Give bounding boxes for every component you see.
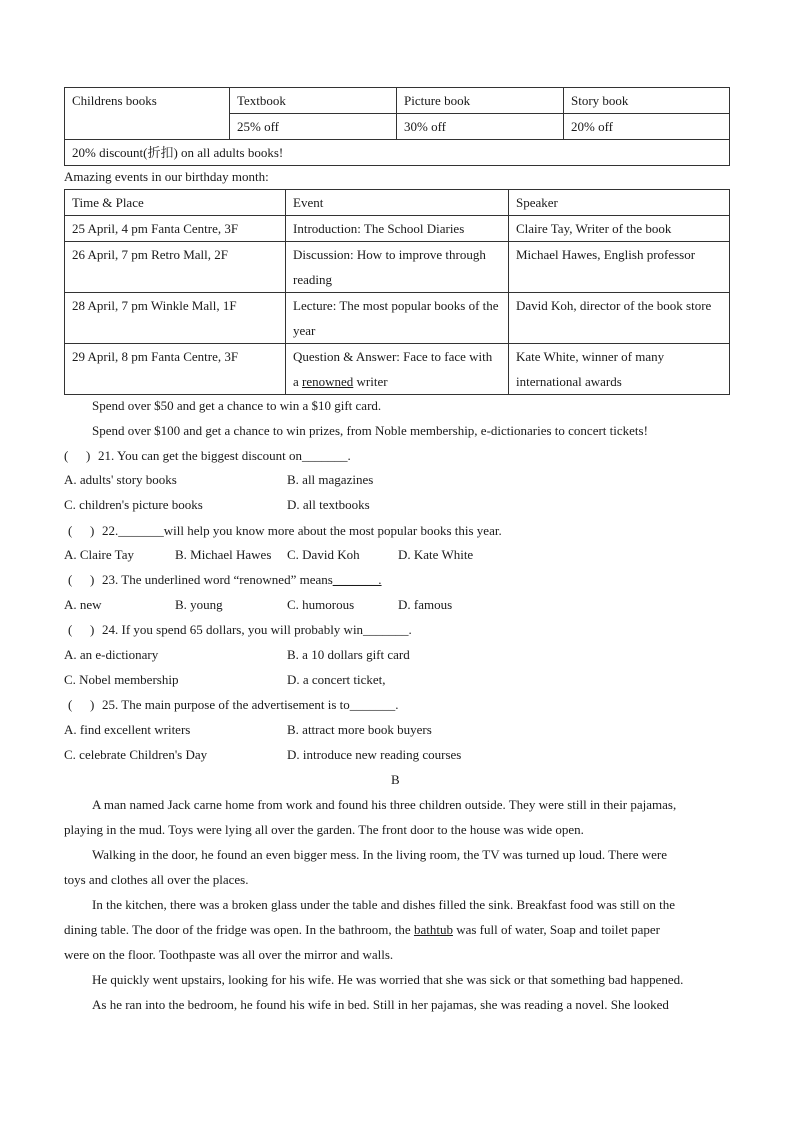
answer-bracket-close: ): [90, 523, 95, 538]
option-d: D. famous: [398, 597, 453, 612]
discount-row-header: Childrens books: [65, 88, 230, 140]
option-a: A. new: [64, 597, 102, 612]
event-time: 29 April, 8 pm Fanta Centre, 3F: [65, 344, 286, 395]
option-d: D. a concert ticket,: [287, 672, 386, 687]
table-row: [65, 293, 730, 344]
question-stem: 21. You can get the biggest discount on_______.: [98, 448, 351, 463]
passage-line: [64, 920, 660, 940]
discount-textbook-value: 25% off: [230, 114, 397, 140]
event-title: Lecture: The most popular books of the year: [286, 293, 509, 344]
event-title-tail: writer: [353, 374, 388, 389]
option-a: A. find excellent writers: [64, 722, 191, 737]
question-blank: _______.: [332, 572, 382, 587]
offer-line-2: Spend over $100 and get a chance to win prizes, from Noble membership, e-dictionaries to concert tickets!: [92, 423, 648, 438]
passage-line: A man named Jack carne home from work and found his three children outside. They were still in their pajamas,: [92, 797, 677, 812]
passage-text: dining table. The door of the fridge was open. In the bathroom, the: [64, 922, 411, 937]
table-row: [65, 242, 730, 293]
events-header-speaker: Speaker: [509, 190, 730, 216]
discount-col-textbook: Textbook: [230, 88, 397, 114]
question-23: [68, 570, 382, 590]
event-time: 28 April, 7 pm Winkle Mall, 1F: [65, 293, 286, 344]
passage-text: was full of water, Soap and toilet paper: [452, 922, 661, 937]
option-a: A. adults' story books: [64, 472, 177, 487]
events-header-time: Time & Place: [65, 190, 286, 216]
table-row: [65, 344, 730, 395]
event-title-text: Question & Answer: Face to face with a: [293, 349, 493, 389]
event-time: 26 April, 7 pm Retro Mall, 2F: [65, 242, 286, 293]
offer-line-1: Spend over $50 and get a chance to win a $10 gift card.: [92, 398, 382, 413]
discount-col-story-book: Story book: [564, 88, 730, 114]
passage-line: toys and clothes all over the places.: [64, 872, 249, 887]
discount-story-book-value: 20% off: [564, 114, 730, 140]
events-header-event: Event: [286, 190, 509, 216]
option-b: B. attract more book buyers: [287, 722, 432, 737]
discount-table: [64, 87, 730, 166]
discount-note: 20% discount(折扣) on all adults books!: [65, 140, 730, 166]
events-table: [64, 189, 730, 395]
underlined-word-renowned: renowned: [302, 374, 354, 389]
answer-bracket-open: (: [68, 697, 73, 712]
discount-col-picture-book: Picture book: [397, 88, 564, 114]
option-d: D. introduce new reading courses: [287, 747, 462, 762]
option-b: B. a 10 dollars gift card: [287, 647, 410, 662]
answer-bracket-open: (: [68, 572, 73, 587]
underlined-word-bathtub: bathtub: [413, 922, 453, 937]
option-c: C. David Koh: [287, 547, 360, 562]
event-title: [286, 344, 509, 395]
passage-line: were on the floor. Toothpaste was all over the mirror and walls.: [64, 947, 394, 962]
answer-bracket-open: (: [64, 448, 69, 463]
answer-bracket-close: ): [90, 572, 95, 587]
passage-line: As he ran into the bedroom, he found his wife in bed. Still in her pajamas, she was reading a novel. She looked: [92, 997, 669, 1012]
event-title: Introduction: The School Diaries: [286, 216, 509, 242]
event-time: 25 April, 4 pm Fanta Centre, 3F: [65, 216, 286, 242]
passage-line: He quickly went upstairs, looking for his wife. He was worried that she was sick or that something bad happened.: [92, 972, 684, 987]
passage-line: playing in the mud. Toys were lying all over the garden. The front door to the house was wide open.: [64, 822, 584, 837]
discount-picture-book-value: 30% off: [397, 114, 564, 140]
answer-bracket-open: (: [68, 622, 73, 637]
question-25: [68, 695, 399, 715]
option-b: B. young: [175, 597, 223, 612]
option-c: C. celebrate Children's Day: [64, 747, 208, 762]
question-24: [68, 620, 412, 640]
option-b: B. Michael Hawes: [175, 547, 272, 562]
option-b: B. all magazines: [287, 472, 374, 487]
event-speaker: David Koh, director of the book store: [509, 293, 730, 344]
events-caption: Amazing events in our birthday month:: [64, 169, 269, 184]
option-d: D. Kate White: [398, 547, 474, 562]
answer-bracket-close: ): [90, 622, 95, 637]
event-speaker: Claire Tay, Writer of the book: [509, 216, 730, 242]
option-c: C. Nobel membership: [64, 672, 179, 687]
answer-bracket-close: ): [90, 697, 95, 712]
option-d: D. all textbooks: [287, 497, 370, 512]
question-stem: 24. If you spend 65 dollars, you will probably win_______.: [102, 622, 412, 637]
event-speaker: Kate White, winner of many international awards: [509, 344, 730, 395]
passage-line: Walking in the door, he found an even bigger mess. In the living room, the TV was turned up loud. There were: [92, 847, 667, 862]
question-stem: 23. The underlined word “renowned” means: [102, 572, 333, 587]
passage-line: In the kitchen, there was a broken glass under the table and dishes filled the sink. Breakfast food was still on the: [92, 897, 676, 912]
question-stem: 22._______will help you know more about the most popular books this year.: [102, 523, 502, 538]
event-title: Discussion: How to improve through reading: [286, 242, 509, 293]
answer-bracket-open: (: [68, 523, 73, 538]
answer-bracket-close: ): [86, 448, 91, 463]
question-22: [68, 521, 502, 541]
option-a: A. an e-dictionary: [64, 647, 159, 662]
question-21: [64, 446, 351, 466]
table-row: [65, 216, 730, 242]
option-c: C. humorous: [287, 597, 355, 612]
option-c: C. children's picture books: [64, 497, 203, 512]
event-speaker: Michael Hawes, English professor: [509, 242, 730, 293]
section-b-heading: B: [391, 772, 400, 787]
option-a: A. Claire Tay: [64, 547, 134, 562]
question-stem: 25. The main purpose of the advertisement is to_______.: [102, 697, 399, 712]
events-header-row: [65, 190, 730, 216]
